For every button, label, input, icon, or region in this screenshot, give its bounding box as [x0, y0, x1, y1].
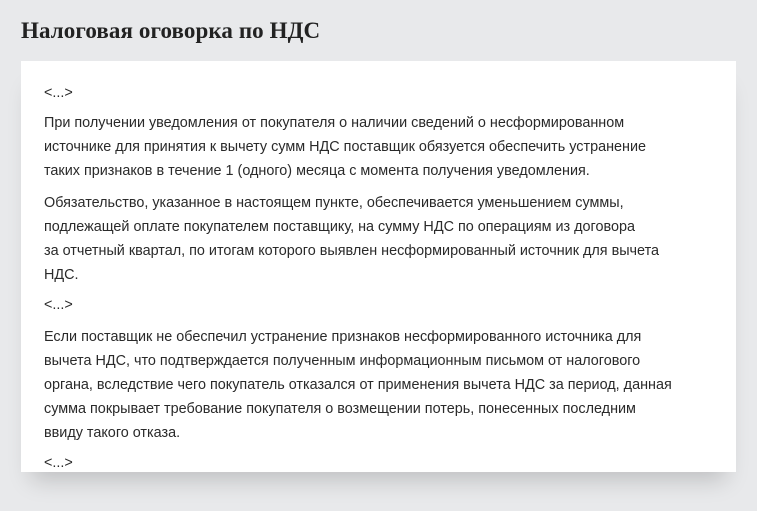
- paragraph-obligation: [44, 191, 724, 287]
- paragraph-line: Если поставщик не обеспечил устранение признаков несформированного источника для: [44, 329, 642, 345]
- paragraph-line: за отчетный квартал, по итогам которого выявлен несформированный источник для вычета: [44, 243, 660, 259]
- paragraph-notification: [44, 111, 724, 183]
- paragraph-line: подлежащей оплате покупателем поставщику, на сумму НДС по операциям из договора: [44, 219, 635, 235]
- paragraph-line: органа, вследствие чего покупатель отказался от применения вычета НДС за период, данная: [44, 377, 672, 393]
- paragraph-line: НДС.: [44, 267, 79, 283]
- paragraph-line: Обязательство, указанное в настоящем пункте, обеспечивается уменьшением суммы,: [44, 195, 624, 211]
- omission-marker-3: <...>: [44, 455, 73, 471]
- paragraph-line: сумма покрывает требование покупателя о возмещении потерь, понесенных последним: [44, 401, 636, 417]
- document-card: [21, 61, 736, 472]
- paragraph-line: вычета НДС, что подтверждается полученным информационным письмом от налогового: [44, 353, 641, 369]
- paragraph-line: источнике для принятия к вычету сумм НДС поставщик обязуется обеспечить устранение: [44, 139, 647, 155]
- paragraph-line: таких признаков в течение 1 (одного) месяца с момента получения уведомления.: [44, 163, 590, 179]
- document-content: [44, 81, 724, 475]
- page-title: Налоговая оговорка по НДС: [21, 18, 321, 43]
- omission-marker-1: <...>: [44, 85, 73, 101]
- paragraph-compensation: [44, 325, 724, 445]
- paragraph-line: ввиду такого отказа.: [44, 425, 181, 441]
- omission-marker-2: <...>: [44, 297, 73, 313]
- paragraph-line: При получении уведомления от покупателя о наличии сведений о несформированном: [44, 115, 625, 131]
